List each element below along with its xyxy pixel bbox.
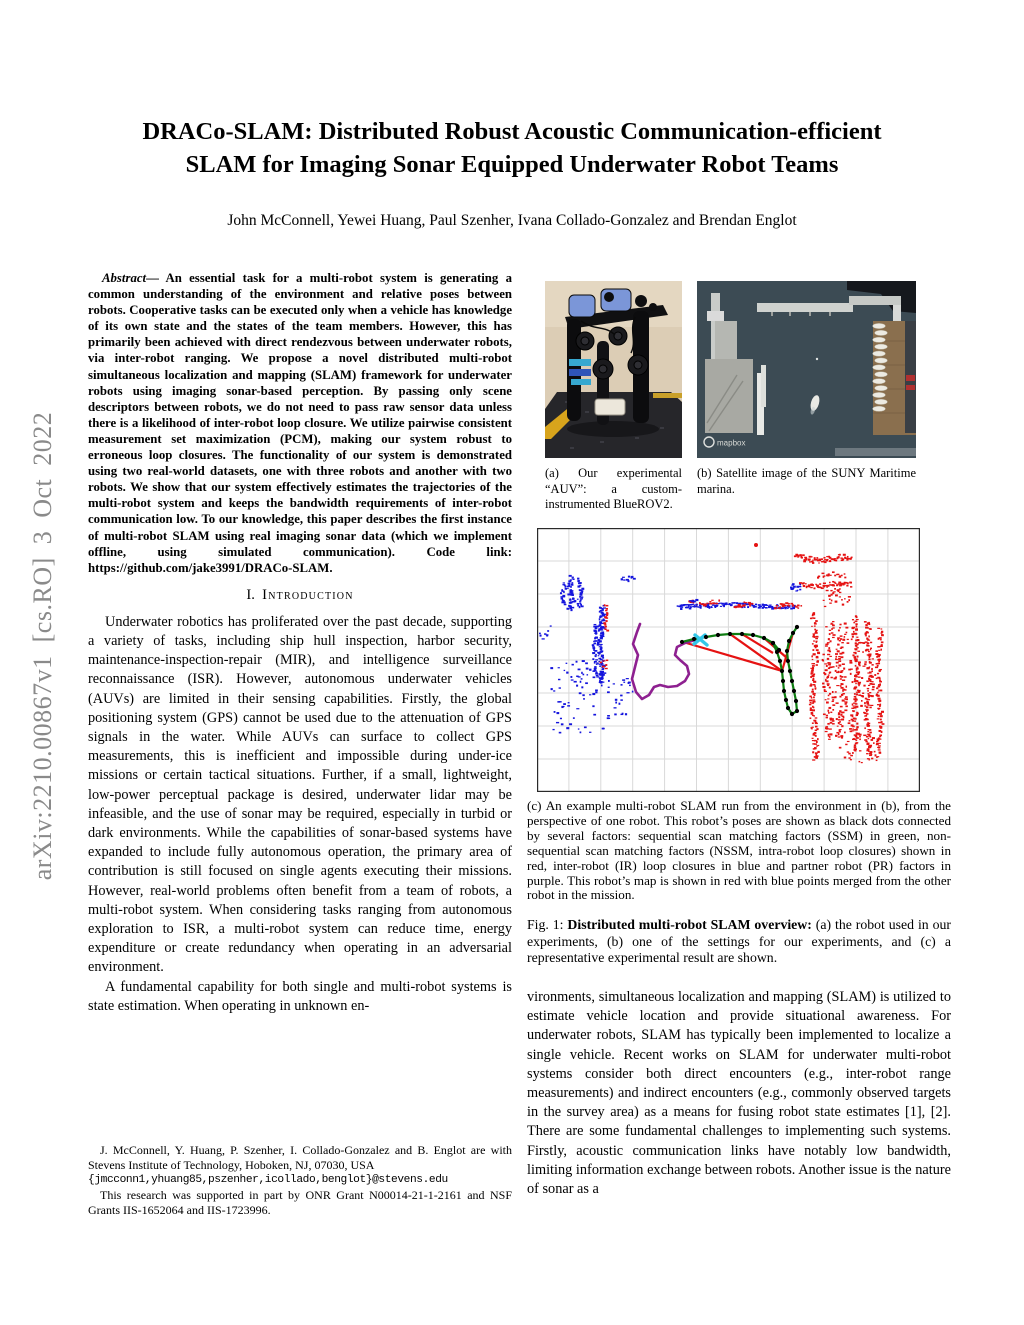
caption-a: (a) Our experimental “AUV”: a custom-instrumented BlueROV2. <box>545 466 682 512</box>
section-heading-introduction <box>88 587 512 604</box>
mapbox-wordmark: mapbox <box>717 438 746 448</box>
map-attribution-bar <box>835 448 916 456</box>
left-column <box>88 270 512 1016</box>
code-link[interactable]: https://github.com/jake3991/DRACo-SLAM. <box>88 560 333 575</box>
footnote-email: {jmcconn1,yhuang85,pszenher,icollado,benglot}@stevens.edu <box>88 1174 448 1187</box>
authors-line: John McConnell, Yewei Huang, Paul Szenher, Ivana Collado-Gonzalez and Brendan Englot <box>227 212 797 229</box>
paper-title <box>0 115 1024 181</box>
right-column-paragraph: vironments, simultaneous localization and mapping (SLAM) is utilized to estimate vehicle location and provide situational awareness. For underwater robots, SLAM has typically been implemented to localize a single vehicle. Recent works on SLAM for underwater multi-robot systems consider both direct encounters (e.g., inter-robot range measurements) and indirect encounters (e.g., commonly observed targets in the survey area) as a means for fusing robot state estimates [1], [2]. There are some fundamental challenges to implementing such systems. Firstly, acoustic communication links have notably low bandwidth, limiting information exchange between robots. Another issue is the nature of sonar as a <box>527 989 951 1198</box>
satellite-image-illustration <box>697 281 916 458</box>
arxiv-watermark: arXiv:2210.00867v1 [cs.RO] 3 Oct 2022 <box>28 411 57 881</box>
paper-title-line2: SLAM for Imaging Sonar Equipped Underwater Robot Teams <box>185 151 839 178</box>
section-number: I. <box>246 586 255 603</box>
robot-photo-illustration <box>545 281 682 458</box>
section-name: Introduction <box>262 586 354 603</box>
abstract-label: Abstract <box>102 271 147 285</box>
abstract-dash: — <box>146 271 166 285</box>
figure-1-caption-bold: Distributed multi-robot SLAM overview: <box>567 917 812 932</box>
caption-c: (c) An example multi-robot SLAM run from the environment in (b), from the perspective of one robot. This robot’s poses are shown as black dots connected by several factors: sequential scan matching factors (SSM) in green, non-sequential scan matching factors (NSSM, intra-robot loop closures) shown in red, inter-robot (IR) loop closures in blue and partner robot (PR) factors in purple. This robot’s map is shown in red with blue points merged from the other robot in the mission. <box>527 798 951 903</box>
intro-paragraph-1: Underwater robotics has proliferated over the past decade, supporting a variety of tasks, including ship hull inspection, harbor security, maintenance-inspection-repair (MIR), and intelligence surveillance reconnaissance (ISR). However, autonomous underwater vehicles (AUVs) are limited in their sensing capabilities. Firstly, the global positioning system (GPS) cannot be used due to the attenuation of GPS signals in the water. While AUVs can surface to collect GPS measurements, this is inefficient and impossible during under-ice missions or certain tactical situations. Further, if a small, lightweight, low-power perceptual package is desired, underwater lidar may be infeasible, and the use of sonar may be required, especially in turbid or dark environments. While the capabilities of sonar-based systems have expanded to include fully autonomous operation, the primary area of contribution is still focused on single agents executing their missions. However, real-world problems often benefit from a team of robots, a multi-robot system. When considering tasks ranging from autonomous exploration to ISR, a multi-robot system can reduce time, energy expenditure or create redundancy when operating in an adversarial environment. <box>88 613 512 976</box>
footnote-affiliation: J. McConnell, Y. Huang, P. Szenher, I. Collado-Gonzalez and B. Englot are with Stevens Institute of Technology, Hoboken, NJ, 07030, USA <box>88 1143 512 1173</box>
figure-c-slam-plot <box>537 528 920 792</box>
abstract-text: An essential task for a multi-robot system is generating a common understanding of the environment and relative poses between robots. Cooperative tasks can be executed only when a vehicle has knowledge of its own state and the states of the team members. However, this has primarily been achieved with direct rendezvous between underwater robots, via inter-robot ranging. We propose a novel distributed multi-robot simultaneous localization and mapping (SLAM) framework for underwater robots using imaging sonar-based perception. By passing only scene descriptors between robots, we do not need to pass raw sensor data unless there is a likelihood of inter-robot loop closure. We utilize pairwise consistent measurement set maximization (PCM), making our system robust to erroneous loop closures. The functionality of our system is demonstrated using two real-world datasets, one with three robots and another with two robots. We show that our system effectively estimates the trajectories of the multi-robot system and keeps the bandwidth requirements of inter-robot communication low. To our knowledge, this paper describes the first instance of multi-robot SLAM using real imaging sonar data (which we implement offline, using simulated communication). Code link: <box>88 271 512 559</box>
paper-title-line1: DRACo-SLAM: Distributed Robust Acoustic Communication-efficient <box>142 118 882 145</box>
abstract-paragraph <box>88 270 512 576</box>
footnote-block <box>88 1143 512 1218</box>
figure-1-caption-rest: (a) the robot used in our experiments, (b) one of the settings for our experiments, and (c) a representative experimental result are shown. <box>527 917 951 966</box>
intro-paragraph-2: A fundamental capability for both single and multi-robot systems is state estimation. When operating in unknown en- <box>88 978 512 1014</box>
figure-1-label: Fig. 1: <box>527 917 568 932</box>
footnote-funding: This research was supported in part by ONR Grant N00014-21-1-2161 and NSF Grants IIS-1652064 and IIS-1723996. <box>88 1188 512 1218</box>
slam-plot-canvas <box>537 528 920 792</box>
figure-a-robot-photo <box>545 281 682 458</box>
caption-b: (b) Satellite image of the SUNY Maritime marina. <box>697 466 916 496</box>
figure-1-caption <box>527 917 951 967</box>
figure-b-satellite-image <box>697 281 916 458</box>
